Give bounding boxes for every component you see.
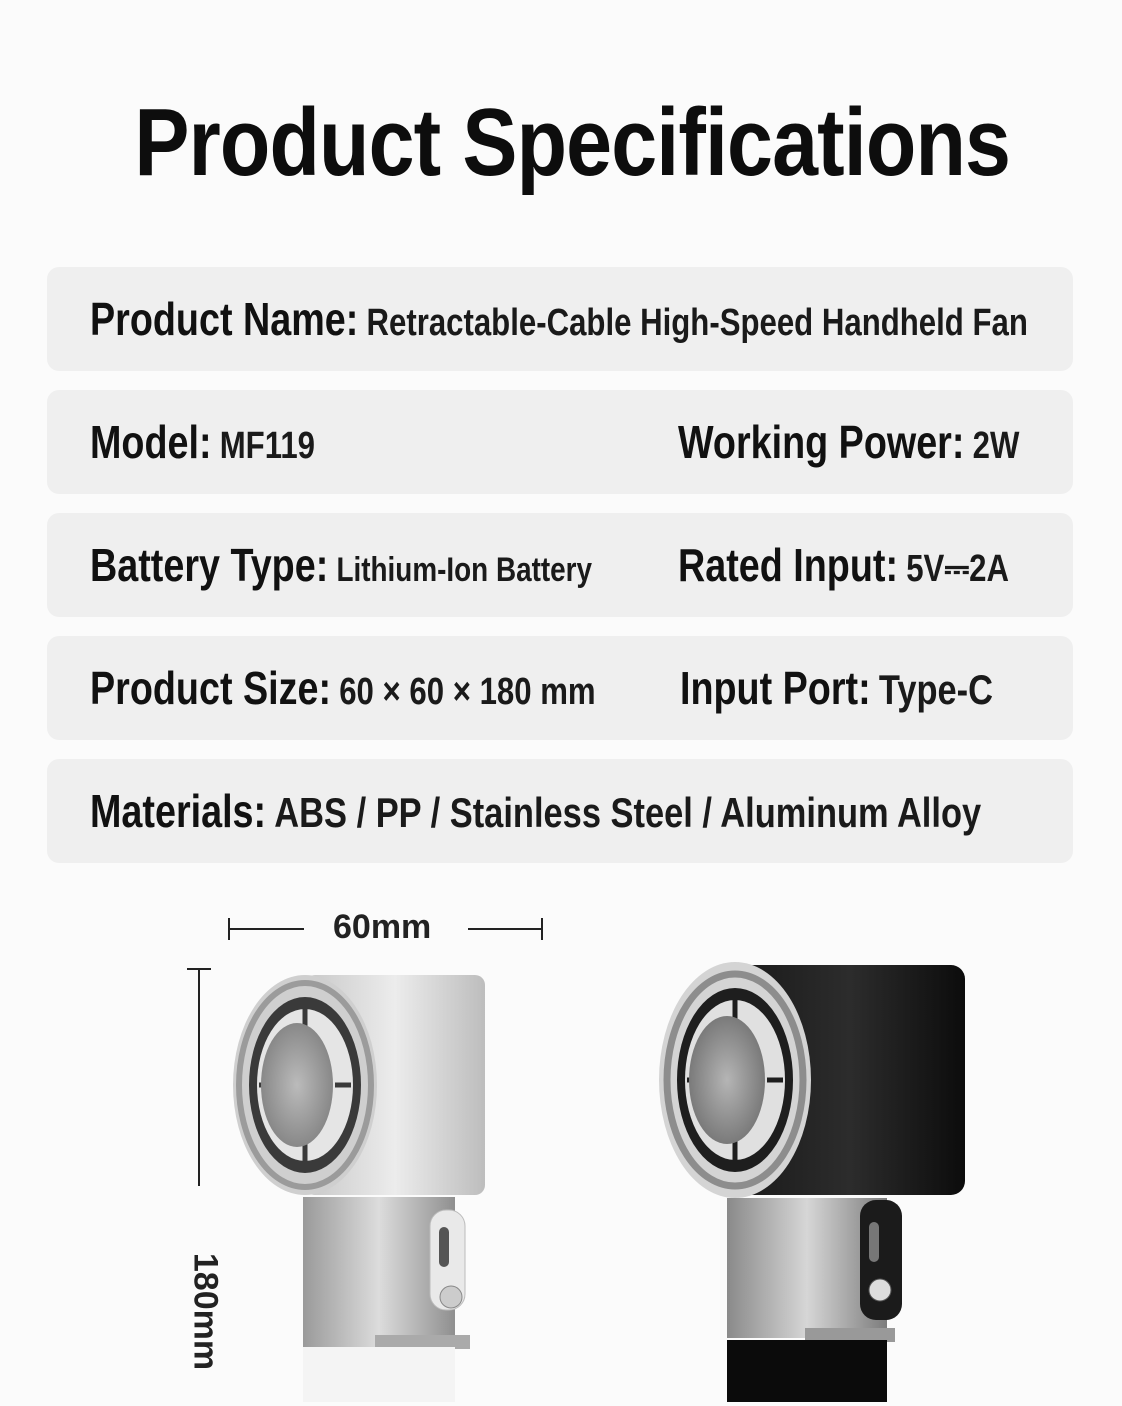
spec-row-model-power — [47, 390, 1073, 494]
spec-label-rated-input: Rated Input: — [678, 539, 899, 591]
spec-label-product-name: Product Name: — [90, 293, 359, 345]
spec-value-materials: ABS / PP / Stainless Steel / Aluminum Alloy — [274, 789, 982, 836]
spec-row-size-port — [47, 636, 1073, 740]
width-dimension-label: 60mm — [333, 908, 432, 946]
spec-value-model: MF119 — [219, 425, 315, 467]
spec-label-product-size: Product Size: — [90, 662, 332, 714]
spec-value-working-power: 2W — [972, 425, 1020, 467]
height-dimension-label: 180mm — [186, 1252, 225, 1371]
spec-value-rated-input: 5V⎓2A — [906, 548, 1010, 590]
spec-row-battery-input — [47, 513, 1073, 617]
spec-row-product-name — [47, 267, 1073, 371]
spec-label-battery-type: Battery Type: — [90, 539, 329, 591]
spec-value-input-port: Type-C — [878, 666, 994, 713]
spec-value-battery-type: Lithium-Ion Battery — [336, 551, 593, 589]
spec-value-product-name: Retractable-Cable High-Speed Handheld Fan — [366, 302, 1028, 344]
fan-silver-image — [225, 965, 515, 1402]
spec-row-materials — [47, 759, 1073, 863]
page-title: Product Specifications — [134, 89, 1011, 196]
spec-label-input-port: Input Port: — [680, 662, 871, 714]
spec-label-working-power: Working Power: — [678, 416, 965, 468]
fan-black-image — [655, 960, 975, 1402]
spec-value-product-size: 60 × 60 × 180 mm — [339, 671, 596, 713]
spec-label-materials: Materials: — [90, 785, 267, 837]
spec-label-model: Model: — [90, 416, 212, 468]
